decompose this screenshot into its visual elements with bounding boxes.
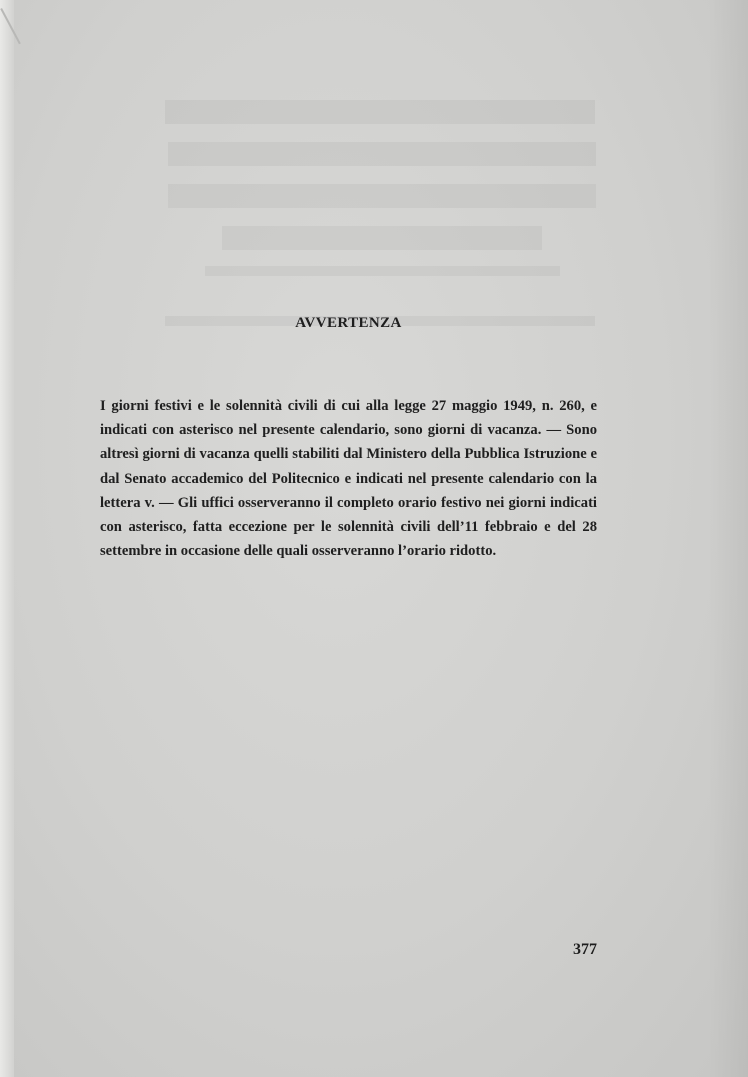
- page-title: AVVERTENZA: [295, 315, 402, 331]
- notice-paragraph: I giorni festivi e le solennità civili di cui alla legge 27 maggio 1949, n. 260, e indicati con asterisco nel presente calendario, sono giorni di vacanza. — Sono altresì giorni di vacanza quelli stabiliti dal Ministero della Pubblica Istruzione e dal Senato accademico del Politecnico e indicati nel presente calendario con la lettera v. — Gli uffici osserveranno il completo orario festivo nei giorni indicati con asterisco, fatta eccezione per le solennità civili dell’11 febbraio e del 28 settembre in occasione delle quali osserveranno l’orario ridotto.: [100, 398, 597, 560]
- page-number: 377: [573, 941, 597, 958]
